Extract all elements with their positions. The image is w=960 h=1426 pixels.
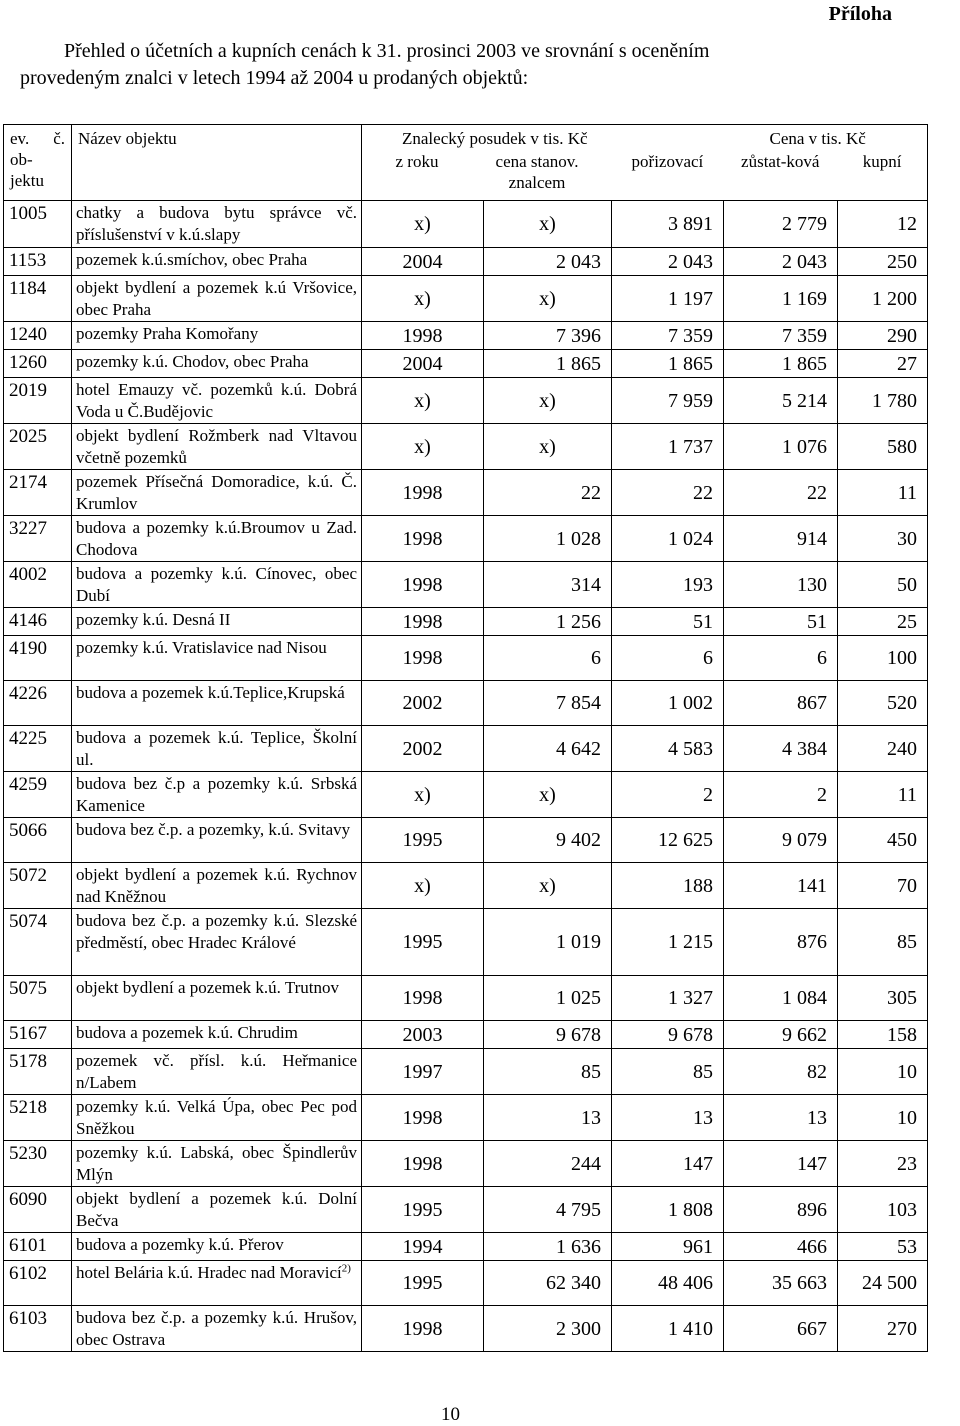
row-expert-price: 1 636 — [484, 1233, 612, 1261]
row-acquisition-price: 6 — [612, 636, 724, 681]
row-name: objekt bydlení Rožmberk nad Vltavou včetně pozemků — [72, 424, 362, 470]
row-id: 5074 — [4, 909, 72, 976]
row-sale-price: 270 — [838, 1306, 928, 1352]
row-year: 1998 — [362, 608, 484, 636]
row-year: x) — [362, 276, 484, 322]
row-year: 1995 — [362, 909, 484, 976]
table-row — [4, 276, 928, 322]
row-name: pozemek Přísečná Domoradice, k.ú. Č. Krumlov — [72, 470, 362, 516]
row-acquisition-price: 2 — [612, 772, 724, 818]
row-acquisition-price: 961 — [612, 1233, 724, 1261]
page-number: 10 — [441, 1404, 460, 1425]
row-id: 2025 — [4, 424, 72, 470]
row-year: 1998 — [362, 470, 484, 516]
row-year: 1998 — [362, 322, 484, 350]
row-residual-price: 7 359 — [724, 322, 838, 350]
row-acquisition-price: 7 359 — [612, 322, 724, 350]
col-header-ev-text: ev. č. ob- jektu — [10, 129, 65, 190]
row-expert-price: 1 025 — [484, 976, 612, 1021]
row-acquisition-price: 3 891 — [612, 201, 724, 248]
row-name: pozemky k.ú. Desná II — [72, 608, 362, 636]
row-name: pozemky k.ú. Labská, obec Špindlerův Mlýn — [72, 1141, 362, 1187]
row-sale-price: 10 — [838, 1049, 928, 1095]
row-year: x) — [362, 424, 484, 470]
row-sale-price: 100 — [838, 636, 928, 681]
row-residual-price: 876 — [724, 909, 838, 976]
row-sale-price: 305 — [838, 976, 928, 1021]
row-sale-price: 53 — [838, 1233, 928, 1261]
row-sale-price: 520 — [838, 681, 928, 726]
row-year: 2002 — [362, 726, 484, 772]
row-expert-price: 244 — [484, 1141, 612, 1187]
row-residual-price: 22 — [724, 470, 838, 516]
row-year: 1998 — [362, 562, 484, 608]
row-year: 2003 — [362, 1021, 484, 1049]
row-year: x) — [362, 863, 484, 909]
row-residual-price: 867 — [724, 681, 838, 726]
row-name: budova a pozemek k.ú. Teplice, Školní ul. — [72, 726, 362, 772]
row-id: 1240 — [4, 322, 72, 350]
table-row — [4, 1306, 928, 1352]
row-name: pozemky Praha Komořany — [72, 322, 362, 350]
row-name: budova bez č.p. a pozemky k.ú. Hrušov, obec Ostrava — [72, 1306, 362, 1352]
row-acquisition-price: 12 625 — [612, 818, 724, 863]
table-row — [4, 636, 928, 681]
row-id: 5072 — [4, 863, 72, 909]
heading-line-1: Přehled o účetních a kupních cenách k 31. prosinci 2003 ve srovnání s oceněním — [64, 40, 710, 62]
row-residual-price: 130 — [724, 562, 838, 608]
row-sale-price: 450 — [838, 818, 928, 863]
row-id: 5167 — [4, 1021, 72, 1049]
table-row — [4, 608, 928, 636]
row-residual-price: 147 — [724, 1141, 838, 1187]
row-sale-price: 250 — [838, 248, 928, 276]
row-acquisition-price: 4 583 — [612, 726, 724, 772]
row-acquisition-price: 1 410 — [612, 1306, 724, 1352]
row-acquisition-price: 1 737 — [612, 424, 724, 470]
row-residual-price: 51 — [724, 608, 838, 636]
table-row — [4, 470, 928, 516]
row-sale-price: 10 — [838, 1095, 928, 1141]
row-sale-price: 1 780 — [838, 378, 928, 424]
table-row — [4, 1187, 928, 1233]
row-expert-price: 2 300 — [484, 1306, 612, 1352]
row-id: 3227 — [4, 516, 72, 562]
footnote-mark: 2) — [341, 1262, 351, 1275]
row-expert-price: 9 402 — [484, 818, 612, 863]
row-year: x) — [362, 772, 484, 818]
row-sale-price: 70 — [838, 863, 928, 909]
table-row — [4, 378, 928, 424]
col-header-ev — [4, 125, 72, 201]
row-sale-price: 11 — [838, 470, 928, 516]
row-year: 1998 — [362, 976, 484, 1021]
row-acquisition-price: 13 — [612, 1095, 724, 1141]
table-row — [4, 1049, 928, 1095]
row-expert-price: 22 — [484, 470, 612, 516]
row-residual-price: 1 169 — [724, 276, 838, 322]
row-sale-price: 30 — [838, 516, 928, 562]
row-name: hotel Emauzy vč. pozemků k.ú. Dobrá Voda u Č.Budějovic — [72, 378, 362, 424]
row-name: pozemky k.ú. Velká Úpa, obec Pec pod Sněžkou — [72, 1095, 362, 1141]
row-id: 2019 — [4, 378, 72, 424]
row-name: hotel Belária k.ú. Hradec nad Moravicí$^{2)}$ — [72, 1261, 362, 1306]
row-acquisition-price: 193 — [612, 562, 724, 608]
row-sale-price: 103 — [838, 1187, 928, 1233]
row-sale-price: 85 — [838, 909, 928, 976]
row-residual-price: 1 076 — [724, 424, 838, 470]
row-acquisition-price: 1 327 — [612, 976, 724, 1021]
row-name: pozemek k.ú.smíchov, obec Praha — [72, 248, 362, 276]
row-sale-price: 27 — [838, 350, 928, 378]
row-residual-price: 1 084 — [724, 976, 838, 1021]
row-id: 6103 — [4, 1306, 72, 1352]
row-year: 1995 — [362, 1187, 484, 1233]
row-sale-price: 12 — [838, 201, 928, 248]
row-expert-price: 1 865 — [484, 350, 612, 378]
row-id: 6090 — [4, 1187, 72, 1233]
row-year: 1995 — [362, 1261, 484, 1306]
row-residual-price: 2 779 — [724, 201, 838, 248]
row-acquisition-price: 48 406 — [612, 1261, 724, 1306]
row-expert-price: x) — [484, 378, 612, 424]
row-acquisition-price: 9 678 — [612, 1021, 724, 1049]
row-name: chatky a budova bytu správce vč. příslušenství v k.ú.slapy — [72, 201, 362, 248]
row-id: 4259 — [4, 772, 72, 818]
heading-line-2: provedeným znalci v letech 1994 až 2004 u prodaných objektů: — [20, 67, 529, 89]
col-group-expert — [362, 125, 612, 201]
table-row — [4, 818, 928, 863]
row-id: 5230 — [4, 1141, 72, 1187]
row-name: objekt bydlení a pozemek k.ú. Trutnov — [72, 976, 362, 1021]
row-name: budova a pozemky k.ú. Přerov — [72, 1233, 362, 1261]
row-expert-price: 1 019 — [484, 909, 612, 976]
row-expert-price: x) — [484, 424, 612, 470]
row-name: objekt bydlení a pozemek k.ú Vršovice, obec Praha — [72, 276, 362, 322]
row-id: 4190 — [4, 636, 72, 681]
table-row — [4, 909, 928, 976]
col-group-expert-label: Znalecký posudek v tis. Kč — [402, 129, 588, 148]
row-expert-price: 2 043 — [484, 248, 612, 276]
row-residual-price: 6 — [724, 636, 838, 681]
row-expert-price: x) — [484, 863, 612, 909]
row-residual-price: 1 865 — [724, 350, 838, 378]
row-acquisition-price: 1 002 — [612, 681, 724, 726]
table-row — [4, 681, 928, 726]
row-expert-price: 1 256 — [484, 608, 612, 636]
row-residual-price: 466 — [724, 1233, 838, 1261]
row-name: budova bez č.p. a pozemky k.ú. Slezské předměstí, obec Hradec Králové — [72, 909, 362, 976]
row-sale-price: 24 500 — [838, 1261, 928, 1306]
col-header-residual: zůstat-ková — [741, 152, 820, 171]
row-residual-price: 82 — [724, 1049, 838, 1095]
table-row — [4, 248, 928, 276]
row-year: x) — [362, 201, 484, 248]
row-residual-price: 667 — [724, 1306, 838, 1352]
row-sale-price: 25 — [838, 608, 928, 636]
row-year: 1997 — [362, 1049, 484, 1095]
row-id: 6102 — [4, 1261, 72, 1306]
table-row — [4, 201, 928, 248]
row-id: 1260 — [4, 350, 72, 378]
row-id: 4225 — [4, 726, 72, 772]
row-id: 1184 — [4, 276, 72, 322]
table-header-row — [4, 125, 928, 201]
table-row — [4, 772, 928, 818]
col-header-name: Název objektu — [72, 125, 362, 201]
row-name: budova a pozemky k.ú. Cínovec, obec Dubí — [72, 562, 362, 608]
row-year: 2002 — [362, 681, 484, 726]
col-header-sale: kupní — [862, 152, 902, 171]
row-id: 4146 — [4, 608, 72, 636]
row-id: 5075 — [4, 976, 72, 1021]
row-expert-price: 6 — [484, 636, 612, 681]
row-expert-price: x) — [484, 201, 612, 248]
row-id: 6101 — [4, 1233, 72, 1261]
table-row — [4, 1095, 928, 1141]
table-row — [4, 562, 928, 608]
table-row — [4, 863, 928, 909]
table-row — [4, 726, 928, 772]
row-expert-price: 314 — [484, 562, 612, 608]
row-sale-price: 240 — [838, 726, 928, 772]
row-name: budova a pozemek k.ú. Chrudim — [72, 1021, 362, 1049]
row-acquisition-price: 147 — [612, 1141, 724, 1187]
row-name: budova bez č.p. a pozemky, k.ú. Svitavy — [72, 818, 362, 863]
row-sale-price: 50 — [838, 562, 928, 608]
row-year: 1998 — [362, 1141, 484, 1187]
table-row — [4, 350, 928, 378]
objects-table — [3, 124, 928, 1352]
row-expert-price: 9 678 — [484, 1021, 612, 1049]
row-id: 5178 — [4, 1049, 72, 1095]
row-name: budova a pozemky k.ú.Broumov u Zad. Chodova — [72, 516, 362, 562]
row-residual-price: 2 043 — [724, 248, 838, 276]
table-row — [4, 1021, 928, 1049]
col-group-price — [612, 125, 928, 201]
attachment-label: Příloha — [828, 3, 892, 25]
row-name: pozemky k.ú. Chodov, obec Praha — [72, 350, 362, 378]
row-acquisition-price: 1 865 — [612, 350, 724, 378]
row-sale-price: 290 — [838, 322, 928, 350]
row-year: 2004 — [362, 350, 484, 378]
row-expert-price: x) — [484, 276, 612, 322]
row-acquisition-price: 1 197 — [612, 276, 724, 322]
row-residual-price: 141 — [724, 863, 838, 909]
row-name: objekt bydlení a pozemek k.ú. Dolní Bečva — [72, 1187, 362, 1233]
row-expert-price: 7 854 — [484, 681, 612, 726]
table-row — [4, 516, 928, 562]
row-residual-price: 9 079 — [724, 818, 838, 863]
col-header-year: z roku — [395, 152, 439, 171]
row-name: objekt bydlení a pozemek k.ú. Rychnov nad Kněžnou — [72, 863, 362, 909]
row-year: x) — [362, 378, 484, 424]
row-sale-price: 1 200 — [838, 276, 928, 322]
row-expert-price: 13 — [484, 1095, 612, 1141]
row-residual-price: 4 384 — [724, 726, 838, 772]
row-residual-price: 13 — [724, 1095, 838, 1141]
row-expert-price: x) — [484, 772, 612, 818]
row-acquisition-price: 1 808 — [612, 1187, 724, 1233]
row-name: pozemek vč. přísl. k.ú. Heřmanice n/Labem — [72, 1049, 362, 1095]
row-year: 2004 — [362, 248, 484, 276]
row-id: 5066 — [4, 818, 72, 863]
row-expert-price: 4 795 — [484, 1187, 612, 1233]
row-year: 1998 — [362, 516, 484, 562]
row-expert-price: 62 340 — [484, 1261, 612, 1306]
row-id: 4226 — [4, 681, 72, 726]
row-id: 4002 — [4, 562, 72, 608]
col-header-expert-price: cena stanov. znalcem — [495, 152, 579, 192]
row-acquisition-price: 51 — [612, 608, 724, 636]
row-id: 1005 — [4, 201, 72, 248]
row-residual-price: 896 — [724, 1187, 838, 1233]
row-residual-price: 5 214 — [724, 378, 838, 424]
table-row — [4, 1261, 928, 1306]
row-year: 1995 — [362, 818, 484, 863]
row-acquisition-price: 1 215 — [612, 909, 724, 976]
row-residual-price: 2 — [724, 772, 838, 818]
row-sale-price: 158 — [838, 1021, 928, 1049]
row-sale-price: 580 — [838, 424, 928, 470]
row-year: 1998 — [362, 636, 484, 681]
row-acquisition-price: 22 — [612, 470, 724, 516]
col-group-price-label: Cena v tis. Kč — [769, 129, 866, 148]
row-year: 1998 — [362, 1095, 484, 1141]
row-residual-price: 35 663 — [724, 1261, 838, 1306]
row-id: 2174 — [4, 470, 72, 516]
table-row — [4, 322, 928, 350]
row-acquisition-price: 85 — [612, 1049, 724, 1095]
row-expert-price: 85 — [484, 1049, 612, 1095]
table-row — [4, 424, 928, 470]
row-acquisition-price: 2 043 — [612, 248, 724, 276]
row-sale-price: 11 — [838, 772, 928, 818]
table-row — [4, 1141, 928, 1187]
row-acquisition-price: 7 959 — [612, 378, 724, 424]
col-header-acquisition: pořizovací — [631, 152, 704, 171]
row-acquisition-price: 188 — [612, 863, 724, 909]
table-row — [4, 976, 928, 1021]
row-sale-price: 23 — [838, 1141, 928, 1187]
row-id: 1153 — [4, 248, 72, 276]
row-year: 1994 — [362, 1233, 484, 1261]
row-id: 5218 — [4, 1095, 72, 1141]
row-expert-price: 7 396 — [484, 322, 612, 350]
row-acquisition-price: 1 024 — [612, 516, 724, 562]
table-row — [4, 1233, 928, 1261]
row-name: pozemky k.ú. Vratislavice nad Nisou — [72, 636, 362, 681]
row-name: budova a pozemek k.ú.Teplice,Krupská — [72, 681, 362, 726]
row-residual-price: 9 662 — [724, 1021, 838, 1049]
row-residual-price: 914 — [724, 516, 838, 562]
row-year: 1998 — [362, 1306, 484, 1352]
page-heading — [20, 38, 900, 92]
row-expert-price: 1 028 — [484, 516, 612, 562]
row-expert-price: 4 642 — [484, 726, 612, 772]
row-name: budova bez č.p a pozemky k.ú. Srbská Kamenice — [72, 772, 362, 818]
